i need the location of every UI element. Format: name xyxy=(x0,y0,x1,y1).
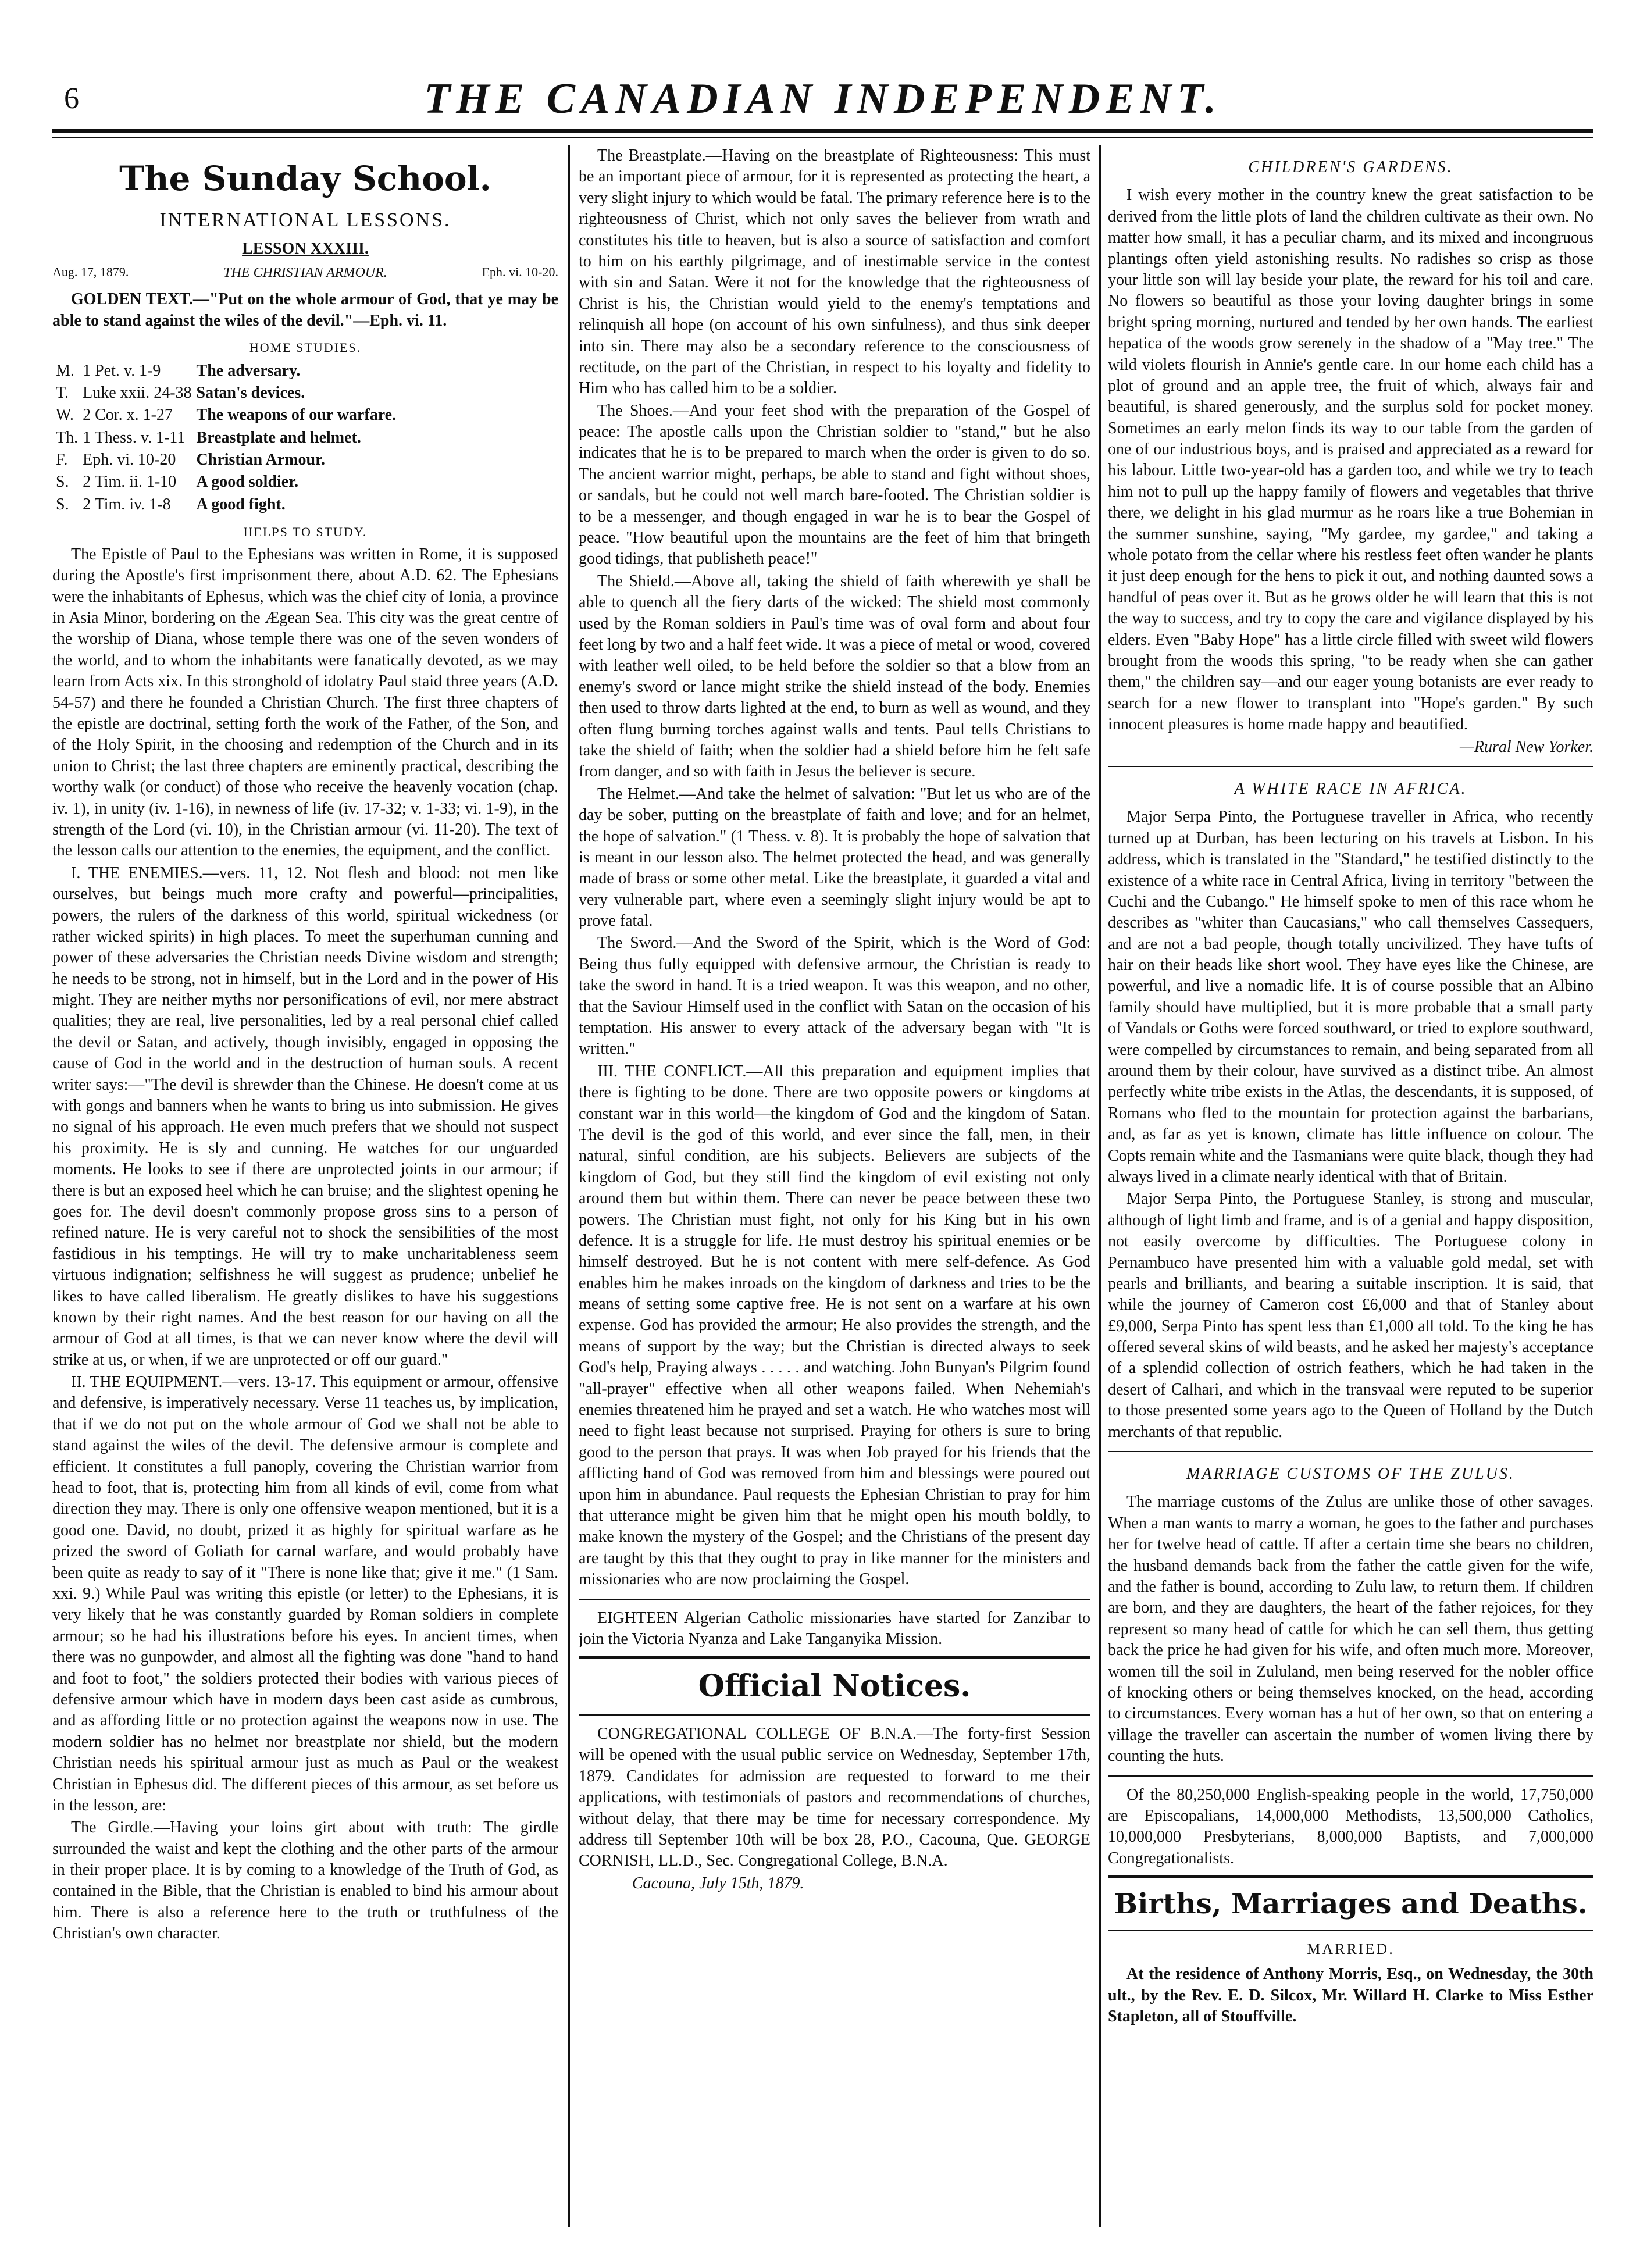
header-rule-thin xyxy=(52,137,1593,138)
statistics-note: Of the 80,250,000 English-speaking people in the world, 17,750,000 are Episcopalians, 14,000,000 Methodists, 13,500,000 Catholics, 10,000,000 Presbyterians, 8,000,000 Baptists, and 7,000,000 Congregationalists. xyxy=(1108,1785,1593,1867)
study-day: S. xyxy=(56,495,69,513)
marriage-entry: At the residence of Anthony Morris, Esq., on Wednesday, the 30th ult., by the Rev. E. D. Silcox, Mr. Willard H. Clarke to Miss Esther Stapleton, all of Stouffville. xyxy=(1108,1965,1593,2026)
lesson-paragraph: The Girdle.—Having your loins girt about with truth: The girdle surrounded the waist and kept the clothing and the other parts of the armour in their proper place. It is by coming to a knowledge of the Truth of God, as contained in the Bible, that the Christian is enabled to bind his armour about him. There is also a reference here to the truth or truthfulness of the Christian's own character. xyxy=(52,1818,558,1943)
white-race-paragraph: Major Serpa Pinto, the Portuguese Stanley, is strong and muscular, although of light limb and frame, and is of a genial and happy disposition, not easily overcome by difficulties. The Portuguese colony in Pernambuco have presented him with a valuable gold medal, set with pearls and brilliants, and bearing a suitable inscription. It is said, that while the journey of Cameron cost £6,000 and that of Stanley about £9,000, Serpa Pinto has spent less than £1,000 all told. To the king he has offered several skins of wild beasts, and he asked her majesty's acceptance of a splendid collection of ostrich feathers, which he had taken in the desert of Calhari, and which in the transvaal were reputed to be superior to those presented some years ago to the Queen of Holland by the Dutch merchants of that republic. xyxy=(1108,1190,1593,1441)
column-3 xyxy=(1108,145,1593,2227)
column-divider xyxy=(1099,145,1101,2227)
divider xyxy=(579,1656,1090,1659)
childrens-gardens-source: —Rural New Yorker. xyxy=(1459,737,1593,756)
study-row xyxy=(56,404,401,426)
white-race-title: A WHITE RACE IN AFRICA. xyxy=(1234,779,1467,798)
study-topic: Satan's devices. xyxy=(196,383,305,402)
study-topic: A good fight. xyxy=(196,495,286,513)
column-1 xyxy=(52,145,558,2227)
study-day: S. xyxy=(56,473,69,491)
study-row xyxy=(56,382,401,404)
official-notice-dateline: Cacouna, July 15th, 1879. xyxy=(632,1874,804,1892)
divider xyxy=(1108,1451,1593,1452)
divider xyxy=(579,1599,1090,1600)
sunday-school-title: The Sunday School. xyxy=(119,159,491,198)
study-row xyxy=(56,427,401,449)
zulus-body: The marriage customs of the Zulus are unlike those of other savages. When a man wants to marry a woman, he goes to the father and purchases her for twelve head of cattle. If after a certain time she bears no children, the husband demands back from the father the cattle given for the wife, and the father is bound, according to Zulu law, to return them. If children are born, and they are daughters, the heart of the father rejoices, for they represent so many head of cattle for which he can sell them, thus getting back the price he had given for his wife, and often much more. Moreover, women till the soil in Zululand, men being reserved for the nobler office of knocking others or being themselves knocked, on the head, according to circumstances. Every woman has a hut of her own, so that on entering a village the traveller can ascertain the number of women living there by counting the huts. xyxy=(1108,1493,1593,1766)
lesson-paragraph: The Sword.—And the Sword of the Spirit, which is the Word of God: Being thus fully equipped with defensive armour, the Christian is ready to take the sword in hand. It is a tried weapon. It was this weapon, and no other, that the Saviour Himself used in the conflict with Satan on the occasion of his temptation. His answer to every attack of the adversary began with "It is written." xyxy=(579,934,1090,1058)
home-studies-table xyxy=(56,360,401,516)
header-rule xyxy=(52,129,1593,133)
official-notice-body: CONGREGATIONAL COLLEGE OF B.N.A.—The forty-first Session will be opened with the usual public service on Wednesday, September 17th, 1879. Candidates for admission are requested to forward to me their applications, with testimonials of pastors and recommendations of churches, without delay, that there may be time for necessary correspondence. My address till September 10th will be box 28, P.O., Cacouna, Que. GEORGE CORNISH, LL.D., Sec. Congregational College, B.N.A. xyxy=(579,1724,1090,1870)
study-day: F. xyxy=(56,451,68,469)
study-day: T. xyxy=(56,383,69,402)
lesson-title: THE CHRISTIAN ARMOUR. xyxy=(223,265,387,280)
study-day: W. xyxy=(56,406,74,425)
births-title: Births, Marriages and Deaths. xyxy=(1114,1888,1588,1921)
home-studies-heading: HOME STUDIES. xyxy=(249,340,362,355)
study-ref: 1 Pet. v. 1-9 xyxy=(83,361,161,380)
missionaries-note: EIGHTEEN Algerian Catholic missionaries have started for Zanzibar to join the Victoria Nyanza and Lake Tanganyika Mission. xyxy=(579,1609,1090,1648)
study-row xyxy=(56,494,401,516)
white-race-paragraph: Major Serpa Pinto, the Portuguese traveller in Africa, who recently turned up at Durban, has been lecturing on his travels at Lisbon. In his address, which is translated in the "Standard," he testified distinctly to the existence of a white race in Central Africa, living in territory "between the Cuchi and the Cubango." He himself spoke to men of this race whom he describes as "whiter than Caucasians," who call themselves Cassequers, and are not a bad people, though totally uncivilized. They have tufts of hair on their heads like short wool. They have eyes like the Chinese, are powerful, and live a nomadic life. It is of course possible that an Albino family should have multiplied, but it is more probable that a small party of Vandals or Goths were forced southward, or tried to explore southward, were compelled by circumstances to remain, and being separated from all around them by their colour, have survived as a distinct tribe. An almost perfectly white tribe exists in the Atlas, the descendants, it is supposed, of Romans who fled to the mountain for protection against the barbarians, and, as far as yet is known, climate has little influence on colour. The Copts remain white and the Tasmanians were quite black, though they had always lived in a climate nearly identical with that of Britain. xyxy=(1108,808,1593,1186)
divider xyxy=(579,1714,1090,1716)
lesson-paragraph: The Epistle of Paul to the Ephesians was written in Rome, it is supposed during the Apostle's first imprisonment there, about A.D. 62. The Ephesians were the inhabitants of Ephesus, which was the chief city of Ionia, a province in Asia Minor, bordering on the Ægean Sea. This city was the great centre of the worship of Diana, whose temple there was one of the seven wonders of the world, and to whom the inhabitants were fanatically devoted, as we may learn from Acts xix. In this stronghold of idolatry Paul staid three years (A.D. 54-57) and there he founded a Christian Church. The first three chapters of the epistle are doctrinal, setting forth the work of the Father, of the Son, and of the Holy Spirit, in the choosing and redemption of the Church and in its union to Christ; the last three chapters are eminently practical, describing the worthy walk (or conduct) of those who receive the heavenly vocation (chap. iv. 1), in unity (iv. 1-16), in newness of life (iv. 17-32; v. 1-33; vi. 1-9), in the strength of the Lord (vi. 10), in the Christian armour (vi. 11-20). The text of the lesson calls our attention to the enemies, the equipment, and the conflict. xyxy=(52,545,558,860)
lesson-paragraph: The Breastplate.—Having on the breastplate of Righteousness: This must be an important piece of armour, for it is represented as protecting the heart, a very slight injury to which would be fatal. The primary reference here is to the righteousness of Christ, which not only saves the believer from wrath and constitutes his title to heaven, but is also a source of satisfaction and comfort to him on his earthly pilgrimage, and of inestimable service in the contest with sin and Satan. Were it not for the knowledge that the righteousness of Christ is his, the Christian would yield to the enemy's temptations and relinquish all hope (on account of his own sinfulness), and thus sink deeper into sin. There may also be a secondary reference to the consciousness of rectitude, on the part of the Christian, in respect to his loyalty and fidelity to Him who has called him to be a soldier. xyxy=(579,147,1090,398)
lesson-paragraph: II. THE EQUIPMENT.—vers. 13-17. This equipment or armour, offensive and defensive, is imperatively necessary. Verse 11 teaches us, by implication, that if we do not put on the whole armour of God we shall not be able to stand against the wiles of the devil. The defensive armour is complete and efficient. It constitutes a full panoply, covering the Christian warrior from head to foot, that is, protecting him from all kinds of evil, come from what direction they may. There is only one offensive weapon mentioned, but it is a good one. David, no doubt, prized it as highly for spiritual warfare as he prized the sword of Goliath for carnal warfare, and would probably have been quite as ready to say of it "There is none like that; give it me." (1 Sam. xxi. 9.) While Paul was writing this epistle (or letter) to the Ephesians, it is very likely that he was constantly guarded by Roman soldiers in complete armour; so he had his illustrations before his eyes. In ancient times, when there was no gunpowder, and almost all the fighting was done "hand to hand and foot to foot," the soldiers protected their bodies with various pieces of defensive armour which have in modern days been cast aside as cumbrous, and as affording little or no protection against the weapons now in use. The modern soldier has no helmet nor breastplate nor shield, but the modern Christian needs his spiritual armour just as much as Paul or the weakest Christian in Ephesus did. The different pieces of this armour, as set before us in the lesson, are: xyxy=(52,1373,558,1814)
lesson-date: Aug. 17, 1879. xyxy=(52,264,129,279)
study-day: Th. xyxy=(56,428,79,447)
official-notices-title: Official Notices. xyxy=(698,1668,971,1704)
study-row xyxy=(56,471,401,493)
married-heading: MARRIED. xyxy=(1307,1941,1395,1958)
zulus-title: MARRIAGE CUSTOMS OF THE ZULUS. xyxy=(1186,1465,1515,1484)
column-divider xyxy=(568,145,570,2227)
divider xyxy=(1108,1930,1593,1931)
study-row xyxy=(56,360,401,382)
study-topic: A good soldier. xyxy=(196,473,299,491)
column-2 xyxy=(579,145,1090,2227)
study-row xyxy=(56,449,401,471)
study-topic: The adversary. xyxy=(196,361,301,380)
study-topic: Breastplate and helmet. xyxy=(196,428,361,447)
study-ref: 2 Cor. x. 1-27 xyxy=(83,406,173,425)
study-topic: The weapons of our warfare. xyxy=(196,406,397,425)
study-ref: 2 Tim. ii. 1-10 xyxy=(83,473,177,491)
study-day: M. xyxy=(56,361,74,380)
masthead: THE CANADIAN INDEPENDENT. xyxy=(424,75,1222,123)
lesson-paragraph: III. THE CONFLICT.—All this preparation and equipment implies that there is fighting to be done. There are two opposite powers or kingdoms at constant war in this world—the kingdom of God and the kingdom of Satan. The devil is the god of this world, and ever since the fall, men, in their natural, sinful condition, are his subjects. Believers are subjects of the kingdom of God, but they still find the kingdom of evil existing not only around them but within them. There can never be peace between these two powers. The Christian must fight, not only for his King but in his own defence. It is a struggle for life. He must destroy his spiritual enemies or be himself destroyed. But he is not content with mere self-defence. As God enables him he makes inroads on the kingdom of darkness and tries to be the means of setting some captive free. He is not sent on a warfare at his own expense. God has provided the armour; He also provides the strength, and the means of support by the way; but the Christian is directed always to seek God's help, Praying always . . . . . and watching. John Bunyan's Pilgrim found "all-prayer" effective when all other weapons failed. When Nehemiah's enemies threatened him he prayed and set a watch. He who watches most will need to fight least because not surprised. Praying for others is sure to bring good to the person that prays. It was when Job prayed for his friends that the afflicting hand of God was removed from him and blessings were poured out upon him in abundance. Paul requests the Ephesian Christian to pray for him that utterance might be given him that he might open his mouth boldly, to make known the mystery of the Gospel; and the Christians of the present day are taught by this that they ought to pray in like manner for the ministers and missionaries who are now proclaiming the Gospel. xyxy=(579,1062,1090,1589)
lesson-info xyxy=(52,264,558,282)
lesson-paragraph: The Shoes.—And your feet shod with the preparation of the Gospel of peace: The apostle calls upon the Christian soldier to "stand," but he also indicates that he is to be prepared to march when the order is given to do so. The ancient warrior might, perhaps, be able to stand and fight without shoes, or sandals, but he could not well march bare-footed. The Christian soldier is to be a messenger, and though engaged in war he is to bear the Gospel of peace. "How beautiful upon the mountains are the feet of him that bringeth good tidings, that publisheth peace!" xyxy=(579,401,1090,568)
study-ref: Luke xxii. 24-38 xyxy=(83,383,192,402)
childrens-gardens-title: CHILDREN'S GARDENS. xyxy=(1248,158,1453,176)
golden-text: GOLDEN TEXT.—"Put on the whole armour of God, that ye may be able to stand against the wiles of the devil."—Eph. vi. 11. xyxy=(52,290,558,330)
study-ref: Eph. vi. 10-20 xyxy=(83,451,176,469)
study-topic: Christian Armour. xyxy=(196,451,325,469)
divider xyxy=(1108,1875,1593,1878)
lesson-number: LESSON XXXIII. xyxy=(242,239,369,258)
page-header xyxy=(52,64,1593,122)
study-ref: 2 Tim. iv. 1-8 xyxy=(83,495,171,513)
lesson-reference: Eph. vi. 10-20. xyxy=(482,264,558,279)
lesson-paragraph: I. THE ENEMIES.—vers. 11, 12. Not flesh and blood: not men like ourselves, but beings much more crafty and powerful—principalities, powers, the rulers of the darkness of this world, spiritual wickedness (or rather wicked spirits) in high places. To meet the superhuman cunning and power of these adversaries the Christian needs Divine wisdom and strength; he needs to be strong, not in himself, but in the Lord and in the power of His might. They are neither myths nor personifications of evil, nor mere abstract qualities; they are real, live personalities, led by a real personal chief called the devil or Satan, and actively, though invisibly, engaged in opposing the cause of God in the world and in the destruction of human souls. A recent writer says:—"The devil is shrewder than the Chinese. He doesn't come at us with gongs and banners when he wants to bring us into submission. He gives no signal of his approach. He even much prefers that we should not suspect his proximity. He is sly and cunning. He watches for our unguarded moments. He looks to see if there are unprotected joints in our armour; if there is but an exposed heel which he can bruise; and the slightest opening he goes for. The devil doesn't commonly propose gross sins to a person of refined nature. He is very careful not to shock the sensibilities of the most fastidious in his temptings. He will try to make uncharitableness seem virtuous indignation; selfishness he will suggest as prudence; unbelief he likes to have called liberalism. He greatly dislikes to have his suggestions known by their right names. And the best reason for our having on all the armour of God at all times, is that we can never know where the devil will strike at us, or when, if we are unprotected or off our guard." xyxy=(52,864,558,1369)
lesson-paragraph: The Shield.—Above all, taking the shield of faith wherewith ye shall be able to quench all the fiery darts of the wicked: The shield most commonly used by the Roman soldiers in Paul's time was of oval form and about four feet long by two and a half feet wide. It was a piece of metal or wood, covered with leather well oiled, to be held before the soldier so that a blow from an enemy's sword or lance might strike the shield instead of the body. Enemies then used to throw darts lighted at the end, to burn as well as wound, and they often flung burning torches against walls and tents. Paul tells Christians to take the shield of faith; when the soldier had a shield before him he felt safe from danger, and so with faith in Jesus the believer is secure. xyxy=(579,572,1090,781)
childrens-gardens-body: I wish every mother in the country knew the great satisfaction to be derived from the little plots of land the children cultivate as their own. No matter how small, it has a peculiar charm, and its mixed and incongruous plantings often yield astonishing results. No radishes so crisp as those your little son will lay beside your plate, the reward for his toil and care. No flowers so beautiful as those your loving daughter brings in some bright spring morning, nurtured and tended by her own hands. The earliest hepatica of the woods grow serenely in the shadow of a "May tree." The wild violets flourish in Annie's gentle care. In our home each child has a plot of ground and an apple tree, the fruit of which, always fair and beautiful, is shared generously, and the surplus sold for pocket money. Sometimes an early melon finds its way to our table from the garden of one of our industrious boys, and is praised and appreciated as a reward for his labour. Little two-year-old has a garden too, and while we try to teach him not to pull up the happy family of flowers and vegetables that thrive there, we delight in his glad murmur as he roars like a true Bohemian in the summer sunshine, saying, "My gardee, my gardee," and taking a whole potato from the cellar where his restless feet often wander he plants it just deep enough for the hens to pick it out, and nothing daunted sows a handful of peas over it. But as he grows older he will learn that this is not the way to success, and try to copy the care and vigilance displayed by his elders. Even "Baby Hope" has a little circle filled with sweet wild flowers brought from the woods this spring, "to be ready when she can gather them," the children say—and our eager young botanists are ever ready to search for a new flower to transplant into "Hope's garden." By such innocent pleasures is home made happy and beautified. xyxy=(1108,186,1593,734)
helps-heading: HELPS TO STUDY. xyxy=(243,525,368,540)
divider xyxy=(1108,766,1593,767)
international-lessons-heading: INTERNATIONAL LESSONS. xyxy=(159,209,451,231)
study-ref: 1 Thess. v. 1-11 xyxy=(83,428,186,447)
page-number: 6 xyxy=(64,82,79,115)
divider xyxy=(1108,1775,1593,1777)
lesson-paragraph: The Helmet.—And take the helmet of salvation: "But let us who are of the day be sober, putting on the breastplate of faith and love; and for an helmet, the hope of salvation." (1 Thess. v. 8). It is probably the hope of salvation that is meant in our lesson also. The helmet protected the head, and was generally made of brass or some other metal. Like the breastplate, it guarded a vital and very vulnerable part, where even a seemingly slight injury would be apt to prove fatal. xyxy=(579,784,1090,930)
